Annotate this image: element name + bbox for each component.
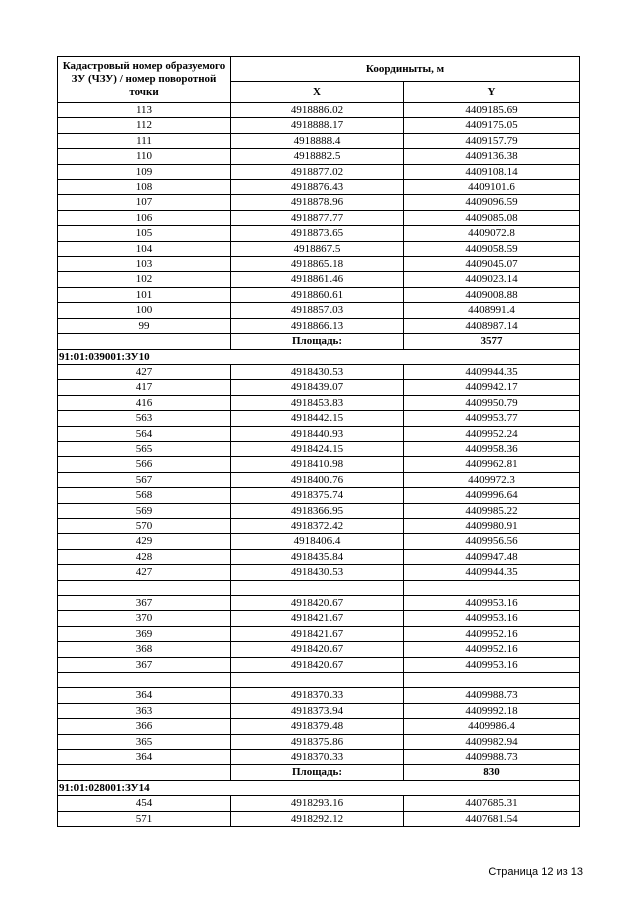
table-row [58,734,580,749]
coord-y: 4409982.94 [404,734,580,749]
coord-y: 4409985.22 [404,503,580,518]
header-point-name: Кадастровый номер образуемого ЗУ (ЧЗУ) / номер поворотной точки [58,57,231,103]
blank-row [58,580,580,595]
area-label: Площадь: [231,765,404,780]
point-number: 417 [58,380,231,395]
coord-x: 4918878.96 [231,195,404,210]
section-empty [231,349,580,364]
coord-y: 4409008.88 [404,287,580,302]
point-number: 564 [58,426,231,441]
point-number: 369 [58,626,231,641]
coord-x: 4918865.18 [231,257,404,272]
coord-x: 4918888.4 [231,133,404,148]
table-row [58,796,580,811]
coord-y: 4409045.07 [404,257,580,272]
coord-x: 4918430.53 [231,565,404,580]
coord-y: 4409136.38 [404,149,580,164]
coord-x: 4918421.67 [231,611,404,626]
coord-x: 4918370.33 [231,750,404,765]
point-number: 566 [58,457,231,472]
area-row [58,334,580,349]
point-number: 367 [58,595,231,610]
blank-cell [58,673,231,688]
table-row [58,534,580,549]
point-number: 571 [58,811,231,826]
coord-x: 4918442.15 [231,411,404,426]
coord-x: 4918453.83 [231,395,404,410]
coord-x: 4918370.33 [231,688,404,703]
point-number: 563 [58,411,231,426]
coord-x: 4918857.03 [231,303,404,318]
coord-y: 4409992.18 [404,703,580,718]
coord-y: 4409996.64 [404,488,580,503]
point-number: 416 [58,395,231,410]
table-row [58,426,580,441]
coord-y: 4409988.73 [404,750,580,765]
coord-x: 4918373.94 [231,703,404,718]
coord-x: 4918439.07 [231,380,404,395]
point-number: 101 [58,287,231,302]
coord-y: 4409953.16 [404,611,580,626]
point-number: 112 [58,118,231,133]
table-row [58,241,580,256]
coord-y: 4409980.91 [404,518,580,533]
table-row [58,549,580,564]
point-number: 565 [58,441,231,456]
point-number: 570 [58,518,231,533]
coord-x: 4918866.13 [231,318,404,333]
table-row [58,103,580,118]
coord-y: 4409962.81 [404,457,580,472]
point-number: 113 [58,103,231,118]
point-number: 364 [58,750,231,765]
coord-y: 4409950.79 [404,395,580,410]
point-number: 99 [58,318,231,333]
section-cadastral-number: 91:01:039001:ЗУ10 [58,349,231,364]
header-y: Y [404,82,580,103]
point-number: 364 [58,688,231,703]
table-body [58,103,580,827]
point-number: 427 [58,565,231,580]
coord-y: 4409072.8 [404,226,580,241]
coord-y: 4409958.36 [404,441,580,456]
coord-y: 4409942.17 [404,380,580,395]
coord-x: 4918366.95 [231,503,404,518]
table-row [58,303,580,318]
coord-y: 4409953.77 [404,411,580,426]
area-label: Площадь: [231,334,404,349]
coord-y: 4409988.73 [404,688,580,703]
table-row [58,133,580,148]
coord-y: 4409952.16 [404,626,580,641]
point-number: 367 [58,657,231,672]
table-row [58,719,580,734]
blank-cell [231,673,404,688]
area-row [58,765,580,780]
table-row [58,518,580,533]
point-number: 104 [58,241,231,256]
coord-x: 4918421.67 [231,626,404,641]
point-number: 103 [58,257,231,272]
coord-x: 4918886.02 [231,103,404,118]
table-row [58,688,580,703]
coord-x: 4918867.5 [231,241,404,256]
coord-y: 4409944.35 [404,565,580,580]
blank-cell [404,673,580,688]
coord-y: 4409085.08 [404,210,580,225]
coord-y: 4409058.59 [404,241,580,256]
table-row [58,441,580,456]
table-row [58,118,580,133]
coord-y: 4409023.14 [404,272,580,287]
coord-y: 4409947.48 [404,549,580,564]
coord-x: 4918375.74 [231,488,404,503]
point-number: 106 [58,210,231,225]
coord-y: 4409185.69 [404,103,580,118]
coord-y: 4409944.35 [404,364,580,379]
point-number: 368 [58,642,231,657]
point-number: 569 [58,503,231,518]
header-x: X [231,82,404,103]
table-row [58,395,580,410]
table-row [58,180,580,195]
table-row [58,318,580,333]
coord-x: 4918873.65 [231,226,404,241]
point-number: 427 [58,364,231,379]
table-row [58,750,580,765]
coord-x: 4918406.4 [231,534,404,549]
coord-y: 4409952.24 [404,426,580,441]
section-row [58,349,580,364]
table-row [58,503,580,518]
blank-cell [404,580,580,595]
table-row [58,411,580,426]
blank-row [58,673,580,688]
coord-y: 4409952.16 [404,642,580,657]
table-row [58,565,580,580]
coord-x: 4918410.98 [231,457,404,472]
table-row [58,642,580,657]
coord-x: 4918424.15 [231,441,404,456]
header-coordinates: Координыты, м [231,57,580,82]
area-empty [58,334,231,349]
coord-x: 4918292.12 [231,811,404,826]
table-row [58,364,580,379]
table-row [58,164,580,179]
coord-x: 4918876.43 [231,180,404,195]
coord-y: 4409108.14 [404,164,580,179]
blank-cell [58,580,231,595]
coord-y: 4409972.3 [404,472,580,487]
coord-x: 4918888.17 [231,118,404,133]
coord-x: 4918877.77 [231,210,404,225]
table-row [58,595,580,610]
coord-x: 4918375.86 [231,734,404,749]
table-row [58,488,580,503]
table-row [58,626,580,641]
coord-x: 4918420.67 [231,595,404,610]
point-number: 102 [58,272,231,287]
coord-x: 4918400.76 [231,472,404,487]
point-number: 429 [58,534,231,549]
table-row [58,380,580,395]
point-number: 105 [58,226,231,241]
coord-x: 4918435.84 [231,549,404,564]
point-number: 107 [58,195,231,210]
point-number: 568 [58,488,231,503]
table-row [58,272,580,287]
table-row [58,611,580,626]
coord-y: 4408987.14 [404,318,580,333]
coord-y: 4407685.31 [404,796,580,811]
point-number: 454 [58,796,231,811]
area-value: 830 [404,765,580,780]
point-number: 365 [58,734,231,749]
coord-x: 4918430.53 [231,364,404,379]
point-number: 100 [58,303,231,318]
table-row [58,287,580,302]
point-number: 366 [58,719,231,734]
section-cadastral-number: 91:01:028001:ЗУ14 [58,780,231,795]
area-value: 3577 [404,334,580,349]
coord-x: 4918860.61 [231,287,404,302]
point-number: 110 [58,149,231,164]
coord-x: 4918372.42 [231,518,404,533]
section-empty [231,780,580,795]
point-number: 109 [58,164,231,179]
coord-y: 4409986.4 [404,719,580,734]
table-row [58,195,580,210]
table-row [58,811,580,826]
table-row [58,226,580,241]
point-number: 111 [58,133,231,148]
table-row [58,472,580,487]
table-row [58,703,580,718]
coord-y: 4408991.4 [404,303,580,318]
blank-cell [231,580,404,595]
table-row [58,210,580,225]
point-number: 567 [58,472,231,487]
point-number: 108 [58,180,231,195]
coord-y: 4409096.59 [404,195,580,210]
coord-x: 4918379.48 [231,719,404,734]
coordinates-table [57,56,580,827]
point-number: 428 [58,549,231,564]
point-number: 363 [58,703,231,718]
coord-x: 4918861.46 [231,272,404,287]
coord-y: 4409953.16 [404,657,580,672]
page-number: Страница 12 из 13 [488,866,583,878]
point-number: 370 [58,611,231,626]
coord-y: 4409956.56 [404,534,580,549]
coord-y: 4409101.6 [404,180,580,195]
coord-x: 4918420.67 [231,642,404,657]
coord-x: 4918293.16 [231,796,404,811]
coord-x: 4918877.02 [231,164,404,179]
table-row [58,257,580,272]
table-row [58,457,580,472]
coord-y: 4407681.54 [404,811,580,826]
table-row [58,657,580,672]
area-empty [58,765,231,780]
coord-x: 4918440.93 [231,426,404,441]
coord-x: 4918420.67 [231,657,404,672]
coord-y: 4409175.05 [404,118,580,133]
coord-y: 4409157.79 [404,133,580,148]
coord-y: 4409953.16 [404,595,580,610]
table-row [58,149,580,164]
section-row [58,780,580,795]
coord-x: 4918882.5 [231,149,404,164]
